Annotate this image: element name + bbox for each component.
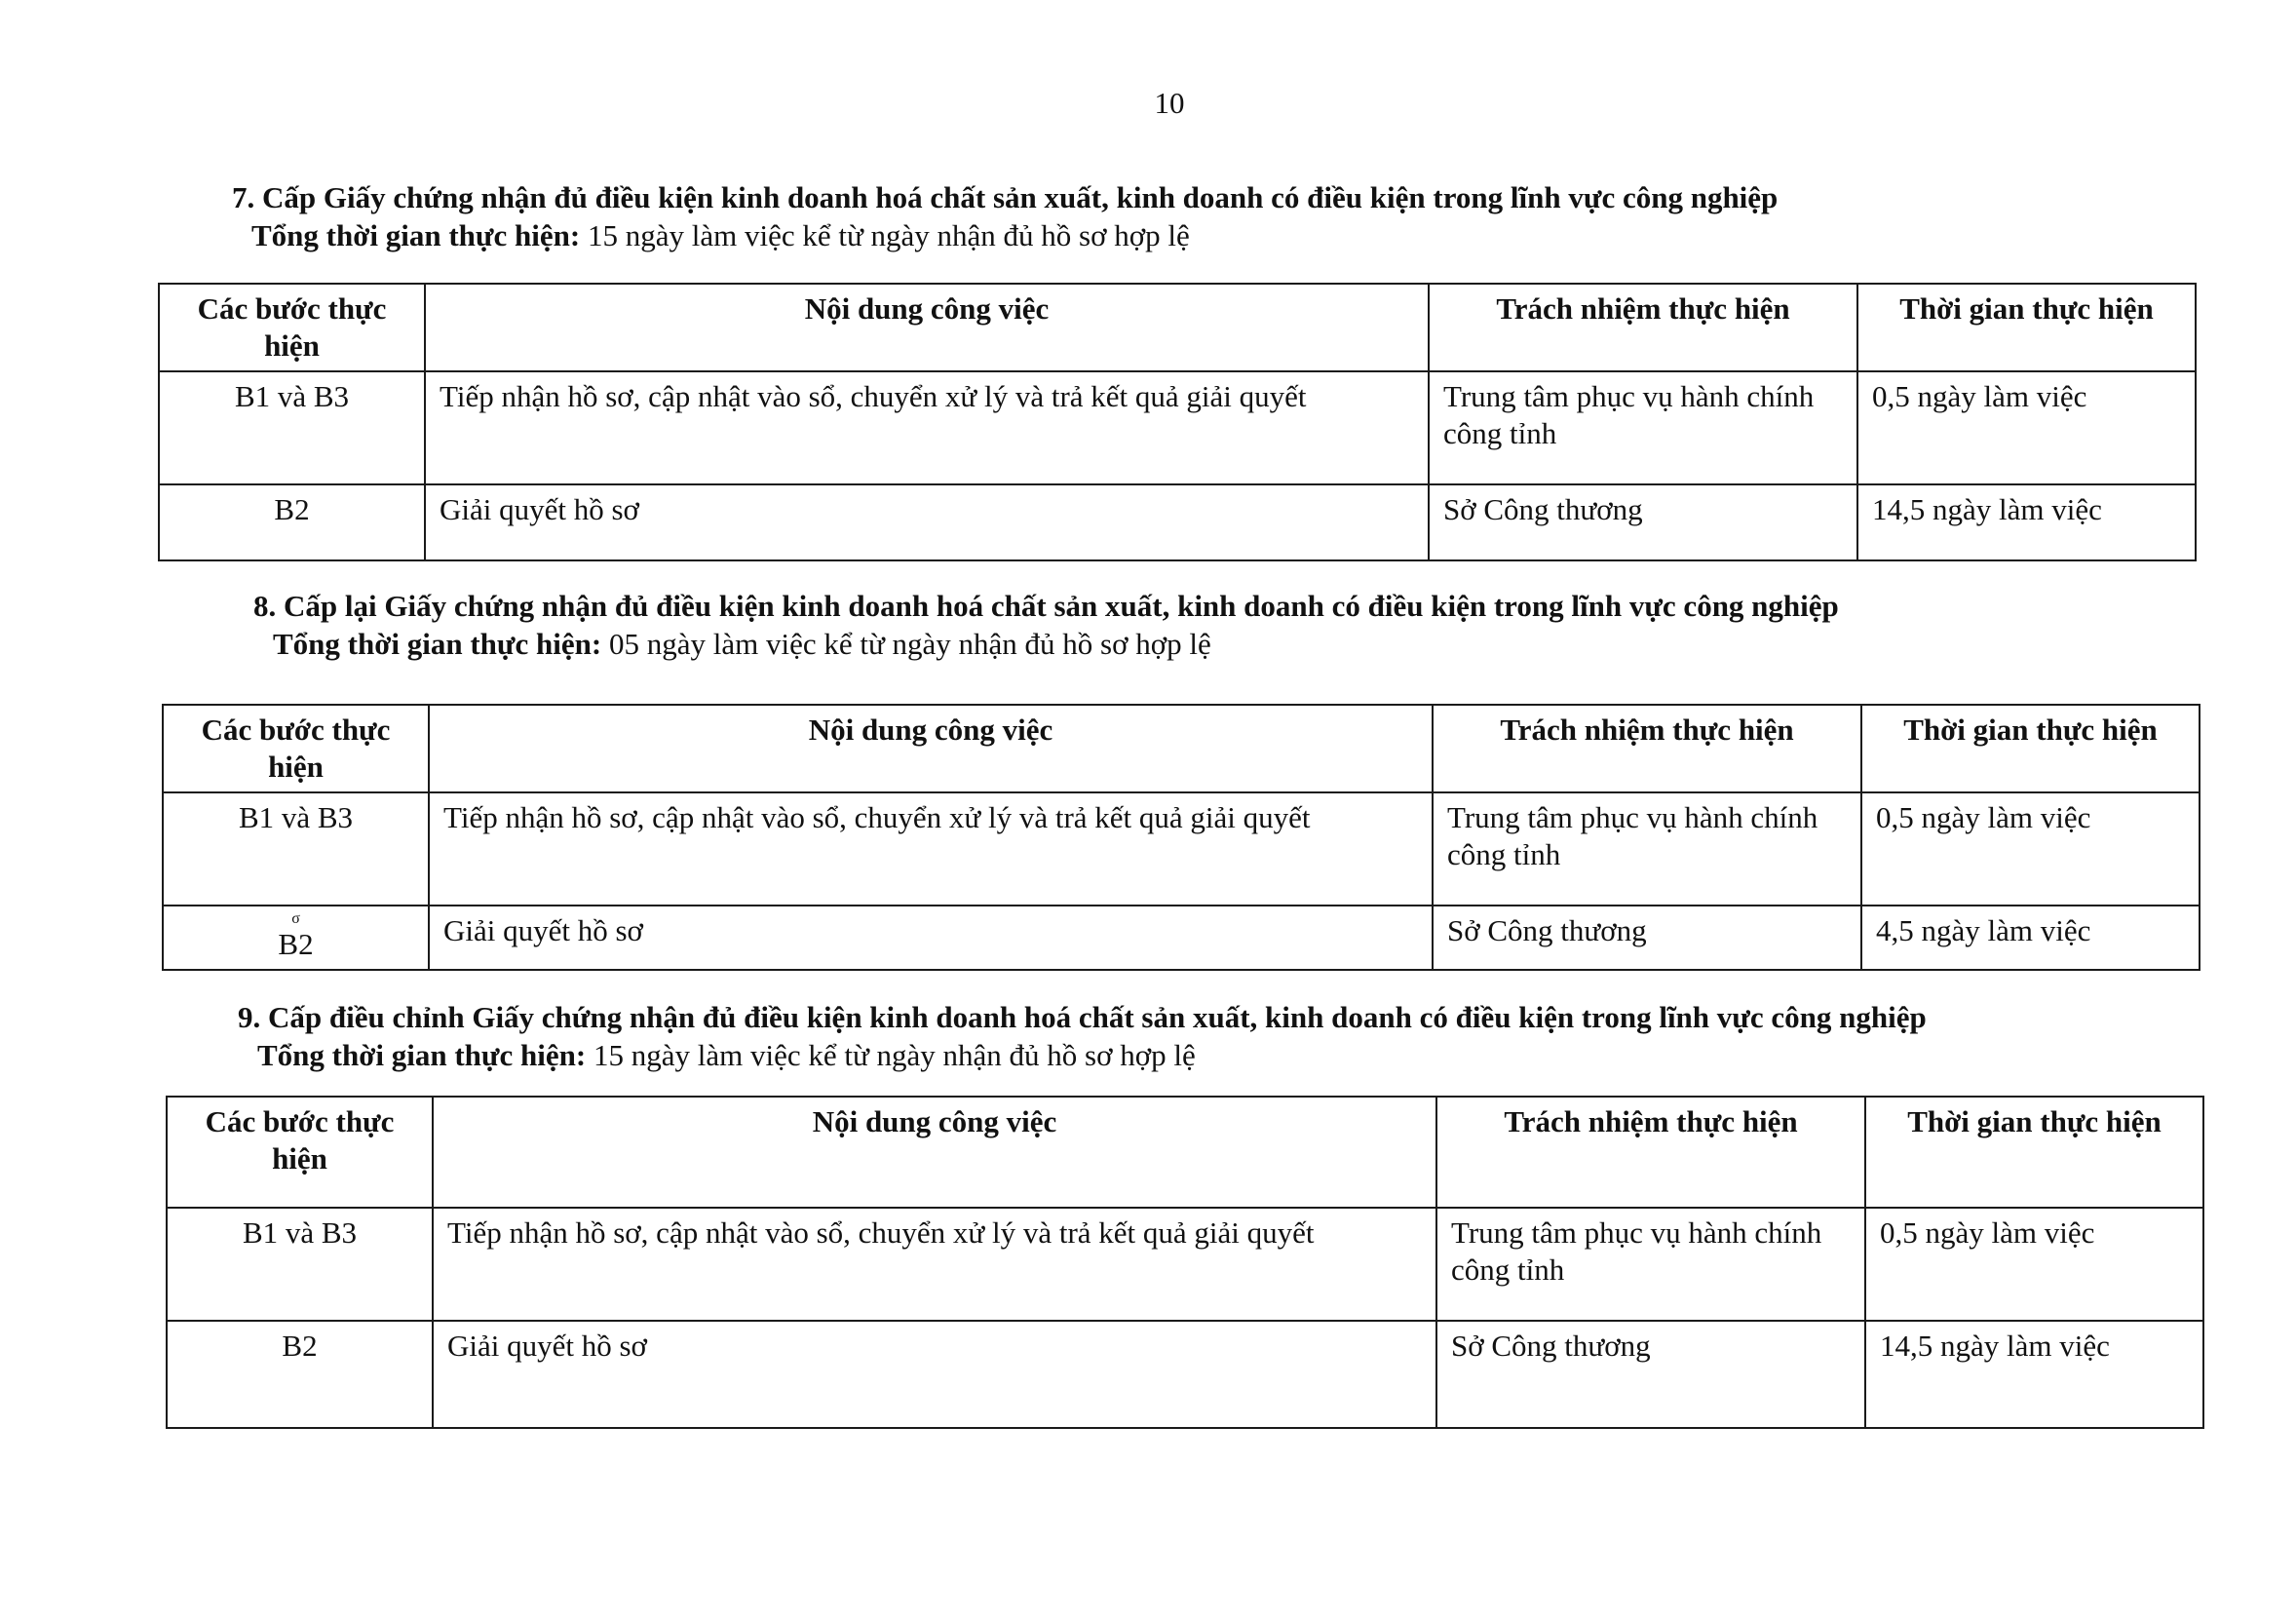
step-cell: B2 [159, 484, 425, 560]
total-time [253, 626, 1839, 663]
time-cell: 14,5 ngày làm việc [1857, 484, 2196, 560]
steps-table-9 [166, 1096, 2204, 1429]
header-content: Nội dung công việc [433, 1097, 1436, 1208]
content-cell: Giải quyết hồ sơ [429, 906, 1433, 970]
total-time-value: 15 ngày làm việc kể từ ngày nhận đủ hồ sơ hợp lệ [580, 218, 1190, 252]
step-cell: B1 và B3 [159, 371, 425, 484]
responsibility-cell: Sở Công thương [1436, 1321, 1865, 1428]
header-step: Các bước thực hiện [163, 705, 429, 792]
header-responsibility: Trách nhiệm thực hiện [1436, 1097, 1865, 1208]
total-time-label: Tổng thời gian thực hiện: [273, 627, 602, 661]
content-cell: Giải quyết hồ sơ [425, 484, 1429, 560]
responsibility-cell: Trung tâm phục vụ hành chính công tỉnh [1436, 1208, 1865, 1321]
section-title: 7. Cấp Giấy chứng nhận đủ điều kiện kinh doanh hoá chất sản xuất, kinh doanh có điều kiện trong lĩnh vực công nghiệp [232, 180, 1779, 214]
table-header-row [163, 705, 2200, 792]
steps-table-8 [162, 704, 2200, 971]
time-cell: 0,5 ngày làm việc [1865, 1208, 2203, 1321]
time-cell: 4,5 ngày làm việc [1861, 906, 2200, 970]
section-8 [253, 587, 1839, 663]
total-time-label: Tổng thời gian thực hiện: [251, 218, 581, 252]
section-9 [238, 998, 1927, 1074]
header-time: Thời gian thực hiện [1865, 1097, 2203, 1208]
time-cell: 0,5 ngày làm việc [1861, 792, 2200, 906]
section-title: 8. Cấp lại Giấy chứng nhận đủ điều kiện kinh doanh hoá chất sản xuất, kinh doanh có điều kiện trong lĩnh vực công nghiệp [253, 589, 1839, 623]
responsibility-cell: Trung tâm phục vụ hành chính công tỉnh [1429, 371, 1857, 484]
total-time-label: Tổng thời gian thực hiện: [257, 1038, 587, 1072]
header-responsibility: Trách nhiệm thực hiện [1429, 284, 1857, 371]
stray-mark: σ [291, 910, 300, 927]
section-7 [232, 178, 1778, 254]
time-cell: 14,5 ngày làm việc [1865, 1321, 2203, 1428]
header-step: Các bước thực hiện [159, 284, 425, 371]
total-time [238, 1037, 1927, 1074]
table-row [159, 484, 2196, 560]
header-time: Thời gian thực hiện [1857, 284, 2196, 371]
header-content: Nội dung công việc [429, 705, 1433, 792]
step-cell: B1 và B3 [167, 1208, 433, 1321]
header-responsibility: Trách nhiệm thực hiện [1433, 705, 1861, 792]
content-cell: Giải quyết hồ sơ [433, 1321, 1436, 1428]
content-cell: Tiếp nhận hồ sơ, cập nhật vào sổ, chuyển xử lý và trả kết quả giải quyết [425, 371, 1429, 484]
responsibility-cell: Sở Công thương [1429, 484, 1857, 560]
responsibility-cell: Trung tâm phục vụ hành chính công tỉnh [1433, 792, 1861, 906]
content-cell: Tiếp nhận hồ sơ, cập nhật vào sổ, chuyển xử lý và trả kết quả giải quyết [433, 1208, 1436, 1321]
steps-table-7 [158, 283, 2197, 561]
total-time-value: 15 ngày làm việc kể từ ngày nhận đủ hồ sơ hợp lệ [586, 1038, 1196, 1072]
table-row [163, 906, 2200, 970]
section-title: 9. Cấp điều chỉnh Giấy chứng nhận đủ điều kiện kinh doanh hoá chất sản xuất, kinh doanh có điều kiện trong lĩnh vực công nghiệp [238, 1000, 1927, 1034]
total-time-value: 05 ngày làm việc kể từ ngày nhận đủ hồ sơ hợp lệ [601, 627, 1211, 661]
step-cell [163, 906, 429, 970]
step-label: B2 [278, 927, 314, 961]
total-time [232, 217, 1778, 254]
table-row [163, 792, 2200, 906]
table-header-row [159, 284, 2196, 371]
step-cell: B2 [167, 1321, 433, 1428]
content-cell: Tiếp nhận hồ sơ, cập nhật vào sổ, chuyển xử lý và trả kết quả giải quyết [429, 792, 1433, 906]
table-row [159, 371, 2196, 484]
header-time: Thời gian thực hiện [1861, 705, 2200, 792]
header-step: Các bước thực hiện [167, 1097, 433, 1208]
table-row [167, 1321, 2203, 1428]
responsibility-cell: Sở Công thương [1433, 906, 1861, 970]
page-number: 10 [1154, 86, 1185, 120]
time-cell: 0,5 ngày làm việc [1857, 371, 2196, 484]
table-header-row [167, 1097, 2203, 1208]
table-row [167, 1208, 2203, 1321]
header-content: Nội dung công việc [425, 284, 1429, 371]
step-cell: B1 và B3 [163, 792, 429, 906]
